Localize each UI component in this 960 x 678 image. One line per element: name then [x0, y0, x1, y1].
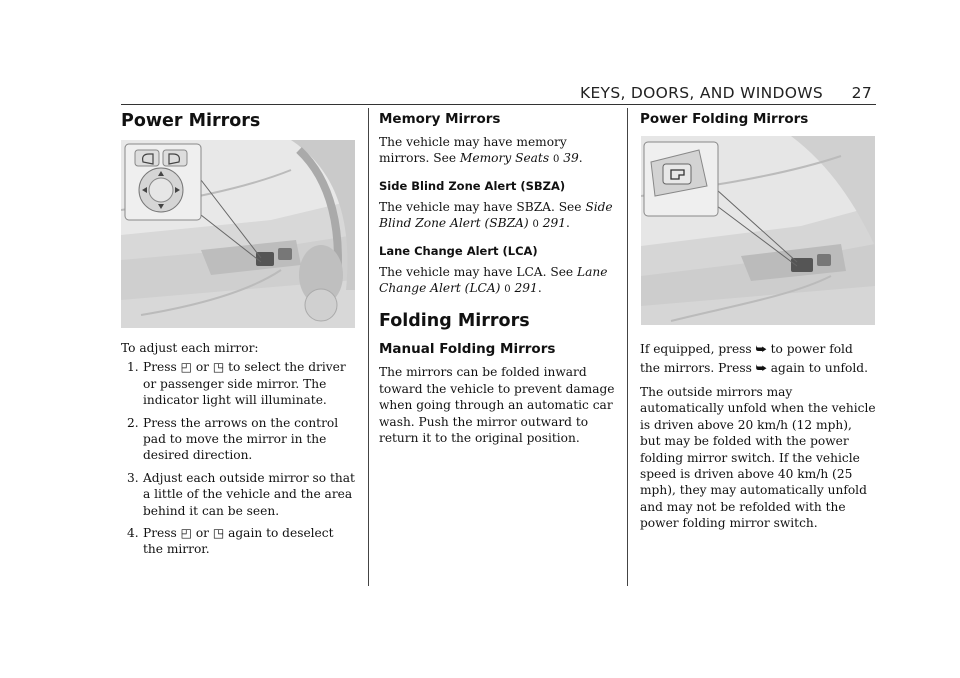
memory-text: The vehicle may have memory mirrors. See Memory Seats 0 39. [379, 135, 583, 166]
heading-manual-folding: Manual Folding Mirrors [379, 341, 556, 358]
step-text: again to deselect the mirror. [143, 526, 334, 557]
body-text: The vehicle may have SBZA. See [379, 199, 582, 214]
body-text: again to unfold. [770, 361, 868, 375]
step-text: or [195, 360, 210, 375]
power-fold-switch-illustration [641, 136, 875, 325]
xref-arrow-icon: 0 [532, 219, 539, 231]
step-text: Press [143, 526, 177, 541]
fold-mirror-icon: ⮩ [755, 342, 767, 356]
column-memory-folding [379, 110, 615, 446]
list-item [121, 525, 357, 558]
heading-lca: Lane Change Alert (LCA) [379, 243, 538, 258]
cross-ref-page[interactable]: 39 [563, 151, 579, 166]
body-text: If equipped, press [640, 342, 752, 356]
page-number: 27 [851, 84, 872, 102]
step-text: to select the driver or passenger side mirror. The indicator light will illuminate. [143, 360, 346, 408]
step-number: 2. [127, 415, 139, 430]
heading-power-folding: Power Folding Mirrors [640, 111, 809, 127]
list-item [121, 359, 357, 408]
heading-sbza: Side Blind Zone Alert (SBZA) [379, 178, 566, 193]
column-divider [627, 108, 628, 586]
power-mirrors-body [121, 340, 357, 564]
list-item [121, 415, 357, 464]
left-mirror-icon: ◰ [180, 360, 192, 375]
step-number: 4. [127, 526, 139, 541]
power-folding-text [640, 340, 876, 378]
manual-folding-text: The mirrors can be folded inward toward the vehicle to prevent damage when going through an automatic car wash. Push the mirror outward to return it to the original position. [379, 365, 615, 446]
header-rule [121, 104, 876, 105]
cross-ref-link[interactable]: Lane Change Alert (LCA) [379, 264, 608, 296]
right-mirror-icon: ◳ [212, 360, 225, 375]
left-mirror-icon: ◰ [180, 526, 192, 541]
cross-ref-link[interactable]: Memory Seats [459, 151, 550, 166]
cross-ref-page[interactable]: 291 [514, 281, 538, 296]
right-mirror-icon: ◳ [212, 526, 225, 541]
cross-ref-page[interactable]: 291 [542, 216, 567, 231]
power-folding-body [640, 340, 876, 532]
step-number: 3. [127, 470, 139, 485]
step-text: Press the arrows on the control pad to move the mirror in the desired direction. [143, 415, 339, 463]
step-text: or [195, 526, 210, 541]
heading-power-mirrors: Power Mirrors [121, 111, 261, 131]
column-divider [368, 108, 369, 586]
auto-unfold-text: The outside mirrors may automatically unfold when the vehicle is driven above 20 km/h (12 mph), but may be folded with the power folding mirror switch. If the vehicle speed is driven above 40 km/h (25 mph), they may automatically unfold and may not be refolded with the power folding mirror switch. [640, 385, 876, 531]
xref-arrow-icon: 0 [552, 154, 560, 166]
intro-text: To adjust each mirror: [121, 341, 259, 355]
body-text: The vehicle may have memory mirrors. See [379, 135, 567, 166]
step-text: Press [143, 360, 177, 375]
fold-mirror-icon: ⮩ [755, 361, 767, 375]
section-title: KEYS, DOORS, AND WINDOWS [580, 84, 823, 102]
steps-list [121, 359, 357, 557]
xref-arrow-icon: 0 [504, 284, 511, 296]
body-text: to power fold the mirrors. Press [640, 342, 853, 375]
step-number: 1. [127, 360, 139, 375]
running-header [580, 84, 876, 106]
body-text: The vehicle may have LCA. See [379, 264, 574, 279]
cross-ref-link[interactable]: Side Blind Zone Alert (SBZA) [379, 199, 613, 231]
column-power-folding [640, 110, 876, 128]
lca-text: The vehicle may have LCA. See Lane Change Alert (LCA) 0 291. [379, 264, 608, 296]
list-item [121, 470, 357, 519]
column-power-mirrors [121, 110, 357, 132]
step-text: Adjust each outside mirror so that a little of the vehicle and the area behind it can be seen. [143, 470, 355, 518]
sbza-text: The vehicle may have SBZA. See Side Blind Zone Alert (SBZA) 0 291. [379, 199, 613, 231]
mirror-control-pad-illustration [121, 140, 355, 328]
heading-memory-mirrors: Memory Mirrors [379, 111, 501, 127]
heading-folding-mirrors: Folding Mirrors [379, 311, 530, 332]
